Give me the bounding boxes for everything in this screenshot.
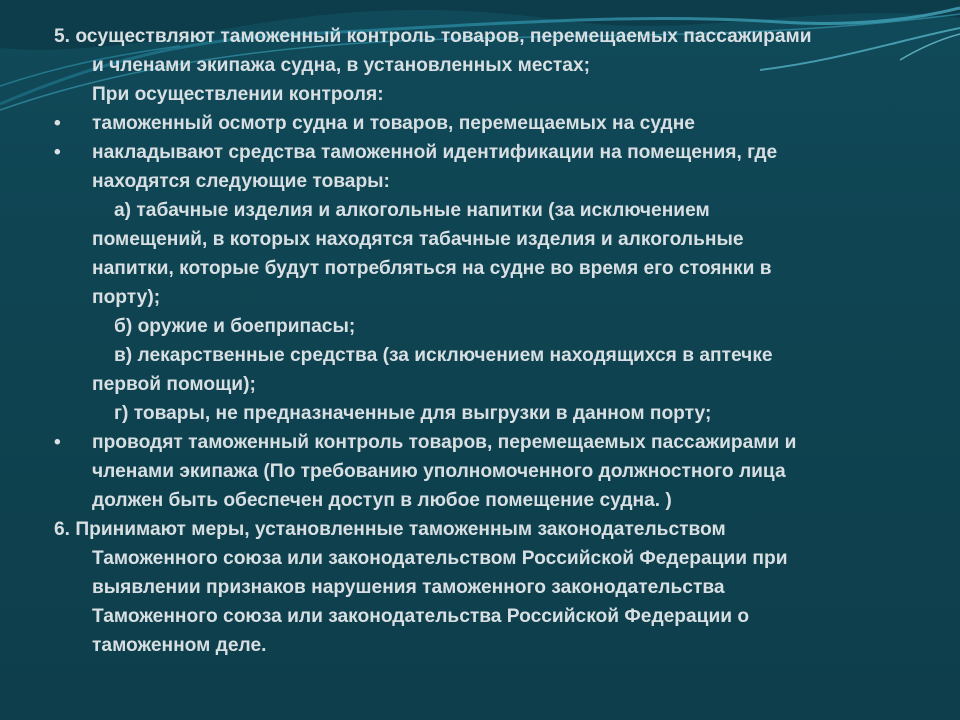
sub-item-g: г) товары, не предназначенные для выгрузки в данном порту;	[114, 403, 712, 424]
bullet-item-passenger-control	[54, 428, 914, 457]
bullet-item-identification	[54, 138, 914, 167]
paragraph-6-line-1: 6. Принимают меры, установленные таможенным законодательством	[54, 519, 726, 540]
control-heading: При осуществлении контроля:	[92, 84, 384, 105]
bullet-text: проводят таможенный контроль товаров, перемещаемых пассажирами и	[92, 432, 797, 453]
bullet-text: таможенный осмотр судна и товаров, перемещаемых на судне	[92, 113, 695, 134]
bullet-icon: •	[54, 432, 61, 453]
slide-text-body	[54, 22, 914, 660]
sub-item-v: в) лекарственные средства (за исключением находящихся в аптечке	[114, 345, 773, 366]
sub-item-a-cont-2: напитки, которые будут потребляться на судне во время его стоянки в	[92, 258, 772, 279]
bullet-item-inspection	[54, 109, 914, 138]
sub-item-a-cont-3: порту);	[92, 287, 161, 308]
bullet-continuation: должен быть обеспечен доступ в любое помещение судна. )	[92, 490, 672, 511]
bullet-continuation: находятся следующие товары:	[92, 171, 390, 192]
bullet-text: накладывают средства таможенной идентификации на помещения, где	[92, 142, 778, 163]
sub-item-a-cont-1: помещений, в которых находятся табачные изделия и алкогольные	[92, 229, 744, 250]
sub-item-b: б) оружие и боеприпасы;	[114, 316, 356, 337]
paragraph-6-line-4: Таможенного союза или законодательства Российской Федерации о	[92, 606, 750, 627]
paragraph-6-line-5: таможенном деле.	[92, 635, 267, 656]
sub-item-v-cont: первой помощи);	[92, 374, 256, 395]
bullet-continuation: членами экипажа (По требованию уполномоченного должностного лица	[92, 461, 786, 482]
paragraph-6-line-2: Таможенного союза или законодательством Российской Федерации при	[92, 548, 788, 569]
bullet-icon: •	[54, 142, 61, 163]
paragraph-6-line-3: выявлении признаков нарушения таможенного законодательства	[92, 577, 725, 598]
paragraph-5-line-2: и членами экипажа судна, в установленных местах;	[92, 55, 591, 76]
paragraph-5-line-1: 5. осуществляют таможенный контроль товаров, перемещаемых пассажирами	[54, 26, 812, 47]
bullet-icon: •	[54, 113, 61, 134]
sub-item-a: а) табачные изделия и алкогольные напитки (за исключением	[114, 200, 710, 221]
